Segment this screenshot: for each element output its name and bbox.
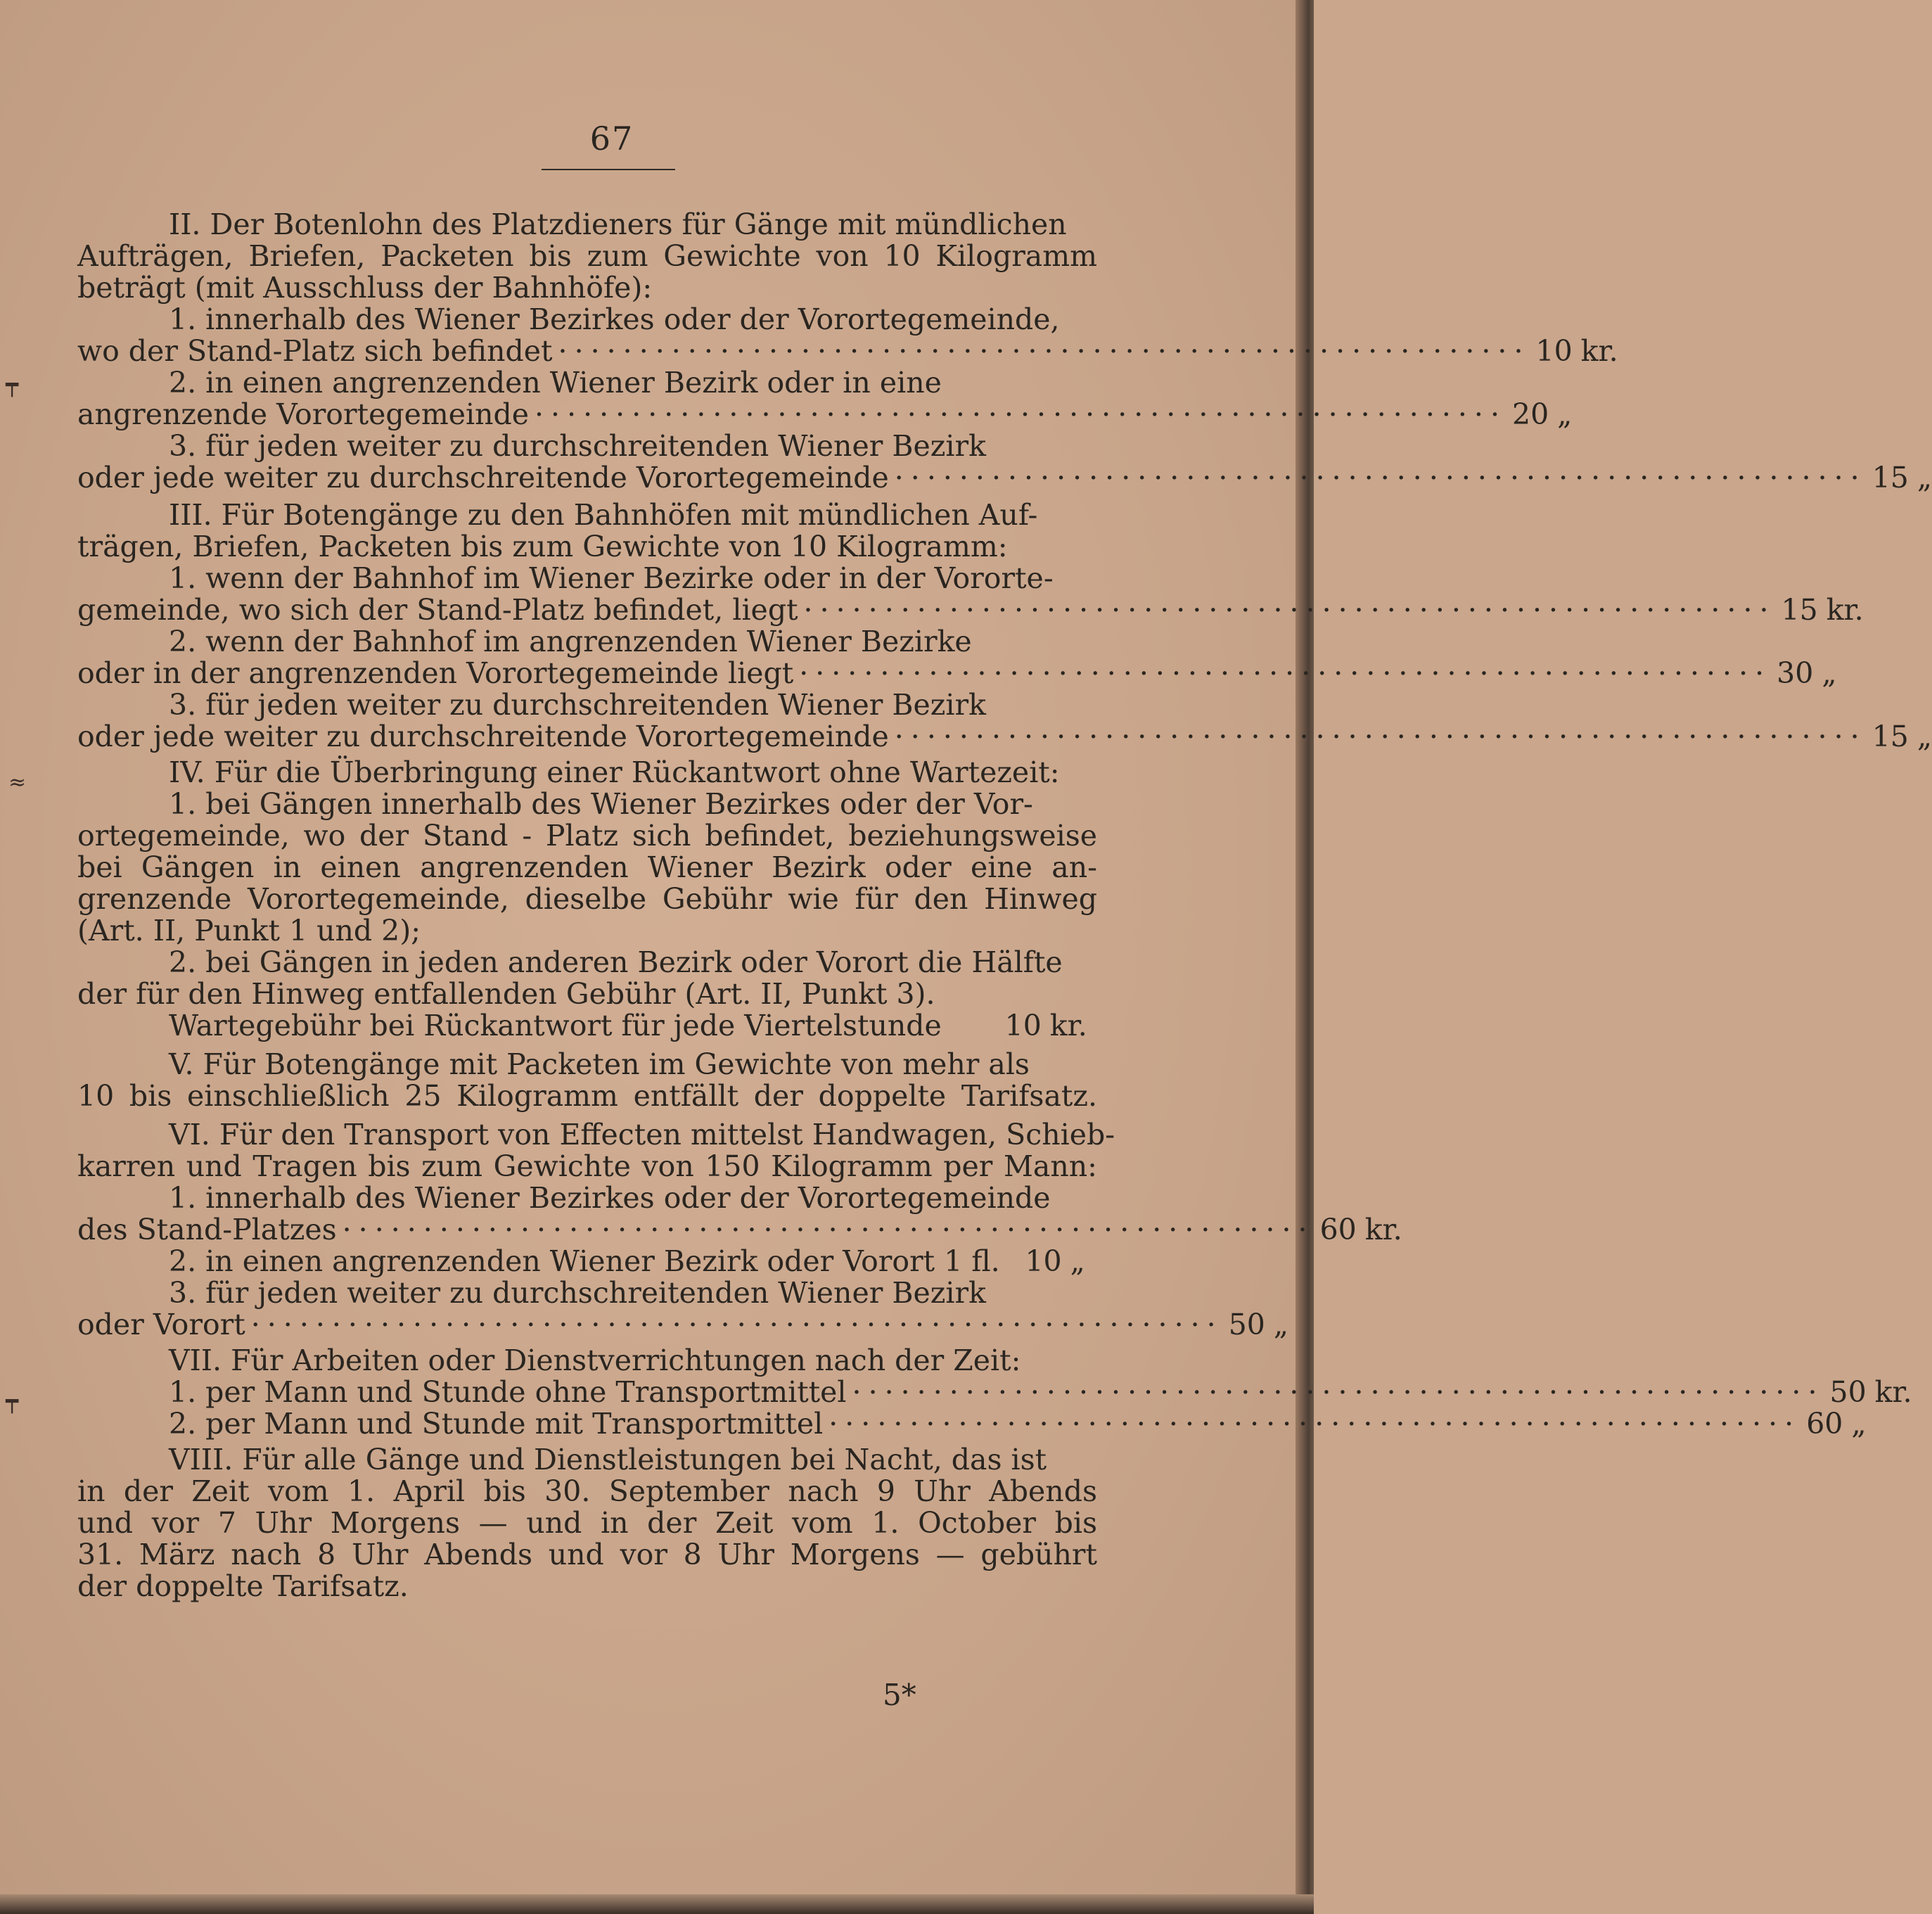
line-text: oder in der angrenzenden Vorortegemeinde liegt xyxy=(77,656,794,690)
text-line xyxy=(77,656,1837,690)
fee-amount: 20 xyxy=(1511,397,1549,431)
fee-amount: 50 xyxy=(1829,1375,1867,1409)
fee-amount: 60 xyxy=(1806,1407,1843,1441)
text-line: V. Für Botengänge mit Packeten im Gewichte von mehr als xyxy=(169,1047,1030,1081)
fee-amount: 50 xyxy=(1228,1308,1265,1341)
text-line: III. Für Botengänge zu den Bahnhöfen mit mündlichen Auf- xyxy=(169,498,1038,532)
margin-mark: ┯ xyxy=(6,1389,19,1414)
text-line: 1. innerhalb des Wiener Bezirkes oder der Vorortegemeinde xyxy=(169,1181,1051,1215)
text-line: bei Gängen in einen angrenzenden Wiener Bezirk oder eine an- xyxy=(77,850,1097,884)
fee-unit: kr. xyxy=(1874,1375,1912,1409)
text-line: karren und Tragen bis zum Gewichte von 150 Kilogramm per Mann: xyxy=(77,1149,1097,1183)
fee-amount: 15 xyxy=(1781,593,1818,627)
page-edge-right xyxy=(1296,0,1314,1914)
fee-amount: 10 xyxy=(1025,1244,1062,1278)
text-line xyxy=(77,1375,1912,1409)
text-line: der doppelte Tarifsatz. xyxy=(77,1569,409,1603)
fee-amount: 10 xyxy=(1535,334,1573,368)
line-text: oder Vorort xyxy=(77,1308,245,1341)
fee-unit: „ xyxy=(1851,1407,1867,1441)
text-line: 1. wenn der Bahnhof im Wiener Bezirke oder in der Vororte- xyxy=(169,561,1054,595)
text-line: 31. März nach 8 Uhr Abends und vor 8 Uhr Morgens — gebührt xyxy=(77,1538,1097,1571)
dot-leader: ···························································· xyxy=(558,334,1530,368)
text-line: 3. für jeden weiter zu durchschreitenden Wiener Bezirk xyxy=(169,429,986,463)
margin-mark: ┯ xyxy=(6,373,19,397)
text-line xyxy=(77,334,1618,368)
fee-amount: 15 xyxy=(1872,720,1909,753)
page-number: 67 xyxy=(589,120,634,158)
text-line xyxy=(77,1213,1402,1246)
text-line xyxy=(77,1010,1097,1042)
text-line: IV. Für die Überbringung einer Rückantwort ohne Wartezeit: xyxy=(169,755,1060,789)
text-line: VIII. Für alle Gänge und Dienstleistungen bei Nacht, das ist xyxy=(169,1443,1047,1476)
text-line xyxy=(77,1246,1097,1277)
page-number-rule xyxy=(542,169,675,170)
dot-leader: ···························································· xyxy=(342,1213,1314,1246)
text-line xyxy=(77,1308,1289,1341)
dot-leader: ···························································· xyxy=(535,397,1506,431)
fee-amount: 15 xyxy=(1872,461,1909,495)
text-line: 10 bis einschließlich 25 Kilogramm entfällt der doppelte Tarifsatz. xyxy=(77,1079,1097,1113)
dot-leader: ···························································· xyxy=(894,461,1867,495)
fee-unit: kr. xyxy=(1826,593,1864,627)
text-line: ortegemeinde, wo der Stand - Platz sich befindet, beziehungsweise xyxy=(77,819,1097,853)
dot-leader: ···························································· xyxy=(852,1375,1824,1409)
fee-unit: „ xyxy=(1917,720,1932,753)
line-text: 1. per Mann und Stunde ohne Transportmittel xyxy=(169,1375,847,1409)
line-text: 2. in einen angrenzenden Wiener Bezirk oder Vorort 1 fl. xyxy=(169,1244,1000,1278)
text-line: (Art. II, Punkt 1 und 2); xyxy=(77,914,421,948)
fee-unit: „ xyxy=(1273,1308,1289,1341)
line-text: gemeinde, wo sich der Stand-Platz befindet, liegt xyxy=(77,593,798,627)
line-text: wo der Stand-Platz sich befindet xyxy=(77,334,553,368)
text-line: 2. in einen angrenzenden Wiener Bezirk oder in eine xyxy=(169,366,942,400)
dot-leader: ···························································· xyxy=(829,1407,1801,1441)
text-line: VI. Für den Transport von Effecten mittelst Handwagen, Schieb- xyxy=(169,1118,1115,1151)
text-line: 3. für jeden weiter zu durchschreitenden Wiener Bezirk xyxy=(169,688,986,722)
text-line: 1. innerhalb des Wiener Bezirkes oder der Vorortegemeinde, xyxy=(169,302,1060,336)
dot-leader: ···························································· xyxy=(250,1308,1223,1341)
page-edge-bottom xyxy=(0,1894,1314,1914)
fee-unit: „ xyxy=(1917,461,1932,495)
line-text: 2. per Mann und Stunde mit Transportmittel xyxy=(169,1407,824,1441)
text-line: beträgt (mit Ausschluss der Bahnhöfe): xyxy=(77,271,653,305)
margin-mark: ≈ xyxy=(8,770,27,795)
text-line: II. Der Botenlohn des Platzdieners für Gänge mit mündlichen xyxy=(169,208,1067,241)
text-line: grenzende Vorortegemeinde, dieselbe Gebühr wie für den Hinweg xyxy=(77,882,1097,916)
fee-amount: 10 xyxy=(1004,1009,1042,1042)
text-line: und vor 7 Uhr Morgens — und in der Zeit vom 1. October bis xyxy=(77,1506,1097,1540)
text-line: der für den Hinweg entfallenden Gebühr (Art. II, Punkt 3). xyxy=(77,977,935,1011)
line-text: oder jede weiter zu durchschreitende Vorortegemeinde xyxy=(77,461,889,495)
text-line: 1. bei Gängen innerhalb des Wiener Bezirkes oder der Vor- xyxy=(169,787,1033,821)
line-text: angrenzende Vorortegemeinde xyxy=(77,397,530,431)
line-text: Wartegebühr bei Rückantwort für jede Viertelstunde xyxy=(169,1009,942,1042)
text-line: trägen, Briefen, Packeten bis zum Gewichte von 10 Kilogramm: xyxy=(77,530,1008,563)
fee-amount: 60 xyxy=(1319,1213,1357,1246)
text-line: 2. bei Gängen in jeden anderen Bezirk oder Vorort die Hälfte xyxy=(169,945,1063,979)
line-text: des Stand-Platzes xyxy=(77,1213,337,1246)
line-text: oder jede weiter zu durchschreitende Vorortegemeinde xyxy=(77,720,889,753)
text-line xyxy=(77,397,1573,431)
text-line xyxy=(77,720,1932,753)
text-line xyxy=(77,461,1932,495)
text-line: VII. Für Arbeiten oder Dienstverrichtungen nach der Zeit: xyxy=(169,1344,1021,1377)
tariff-text xyxy=(77,208,1932,1603)
text-line: 3. für jeden weiter zu durchschreitenden Wiener Bezirk xyxy=(169,1276,986,1310)
signature-mark: 5* xyxy=(883,1678,916,1712)
fee-unit: „ xyxy=(1070,1244,1085,1278)
dot-leader: ···························································· xyxy=(803,593,1776,627)
fee-unit: „ xyxy=(1822,656,1837,690)
text-line xyxy=(77,1407,1867,1441)
dot-leader: ···························································· xyxy=(799,656,1772,690)
fee-unit: kr. xyxy=(1049,1009,1087,1042)
text-line: in der Zeit vom 1. April bis 30. September nach 9 Uhr Abends xyxy=(77,1474,1097,1508)
text-line: 2. wenn der Bahnhof im angrenzenden Wiener Bezirke xyxy=(169,625,972,658)
fee-unit: „ xyxy=(1557,397,1573,431)
text-line: Aufträgen, Briefen, Packeten bis zum Gewichte von 10 Kilogramm xyxy=(77,239,1097,273)
text-line xyxy=(77,593,1864,627)
fee-unit: kr. xyxy=(1580,334,1618,368)
fee-unit: kr. xyxy=(1364,1213,1402,1246)
dot-leader: ···························································· xyxy=(894,720,1867,753)
fee-amount: 30 xyxy=(1777,656,1814,690)
